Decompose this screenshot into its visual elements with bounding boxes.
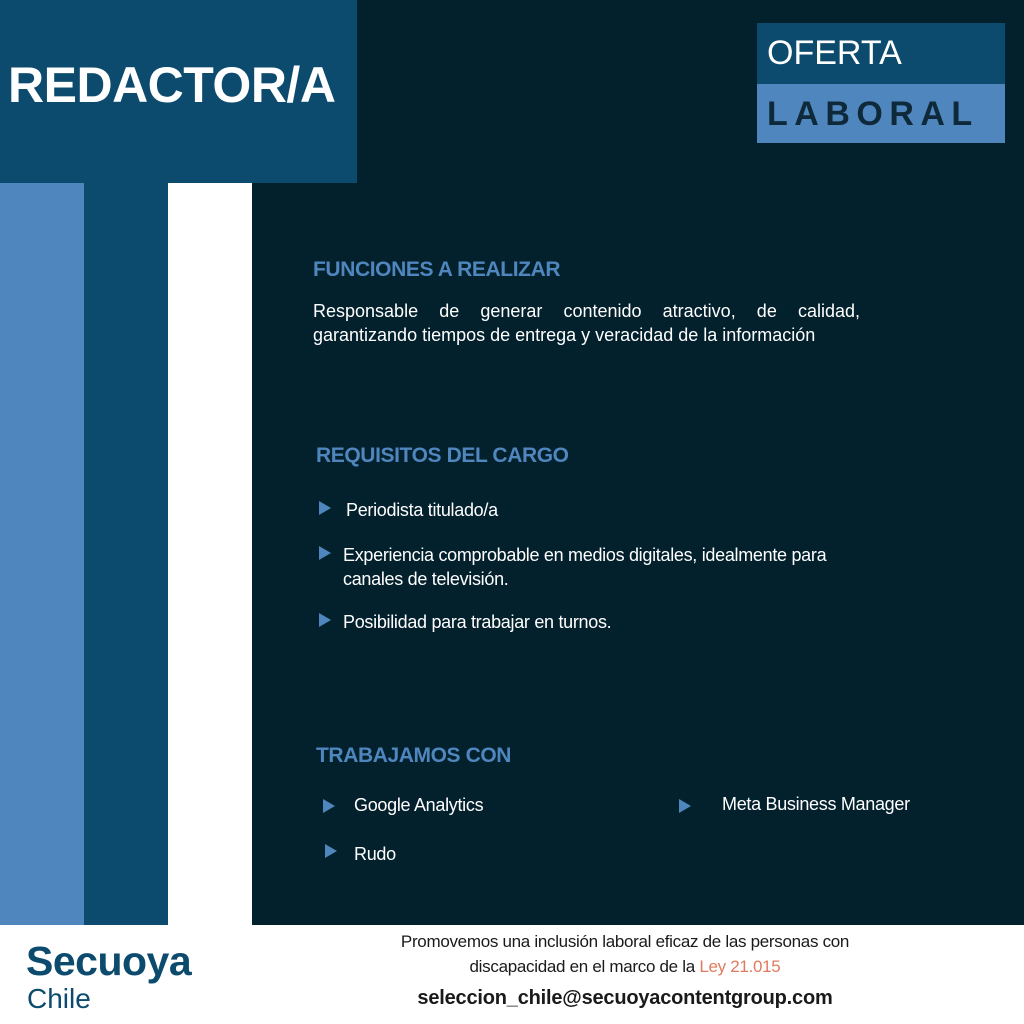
functions-text: Responsable de generar contenido atractivo, de calidad, garantizando tiempos de entrega y veracidad de la información <box>313 301 860 345</box>
bullet-arrow-icon <box>679 799 691 813</box>
badge-oferta-label: OFERTA <box>767 34 902 72</box>
stripe-light-blue <box>0 183 84 925</box>
stripe-white <box>168 183 252 925</box>
bullet-arrow-icon <box>319 546 331 560</box>
bullet-arrow-icon <box>319 613 331 627</box>
tools-heading: TRABAJAMOS CON <box>316 744 512 767</box>
badge-laboral-label: LABORAL <box>767 95 979 133</box>
requirements-heading: REQUISITOS DEL CARGO <box>316 444 569 467</box>
stripe-dark-blue <box>84 183 168 925</box>
bullet-arrow-icon <box>325 844 337 858</box>
page-title: REDACTOR/A <box>8 57 336 113</box>
requirement-item: Experiencia comprobable en medios digitales, idealmente para canales de televisión. <box>343 545 827 589</box>
tool-item: Rudo <box>354 844 396 864</box>
bullet-arrow-icon <box>319 501 331 515</box>
inclusion-note-text: Promovemos una inclusión laboral eficaz de las personas con discapacidad en el marco de la <box>400 932 850 976</box>
tool-item: Meta Business Manager <box>722 794 910 814</box>
requirement-item: Posibilidad para trabajar en turnos. <box>343 612 612 632</box>
law-reference: Ley 21.015 <box>699 957 781 976</box>
contact-email[interactable]: seleccion_chile@secuoyacontentgroup.com <box>417 987 833 1009</box>
logo-name: Secuoya <box>26 938 192 984</box>
requirement-item: Periodista titulado/a <box>346 500 498 520</box>
bullet-arrow-icon <box>323 799 335 813</box>
badge-laboral <box>757 84 1005 143</box>
functions-heading: FUNCIONES A REALIZAR <box>313 258 561 281</box>
inclusion-note <box>360 929 890 979</box>
logo-country: Chile <box>27 983 91 1014</box>
tool-item: Google Analytics <box>354 795 484 815</box>
badge-oferta <box>757 23 1005 84</box>
